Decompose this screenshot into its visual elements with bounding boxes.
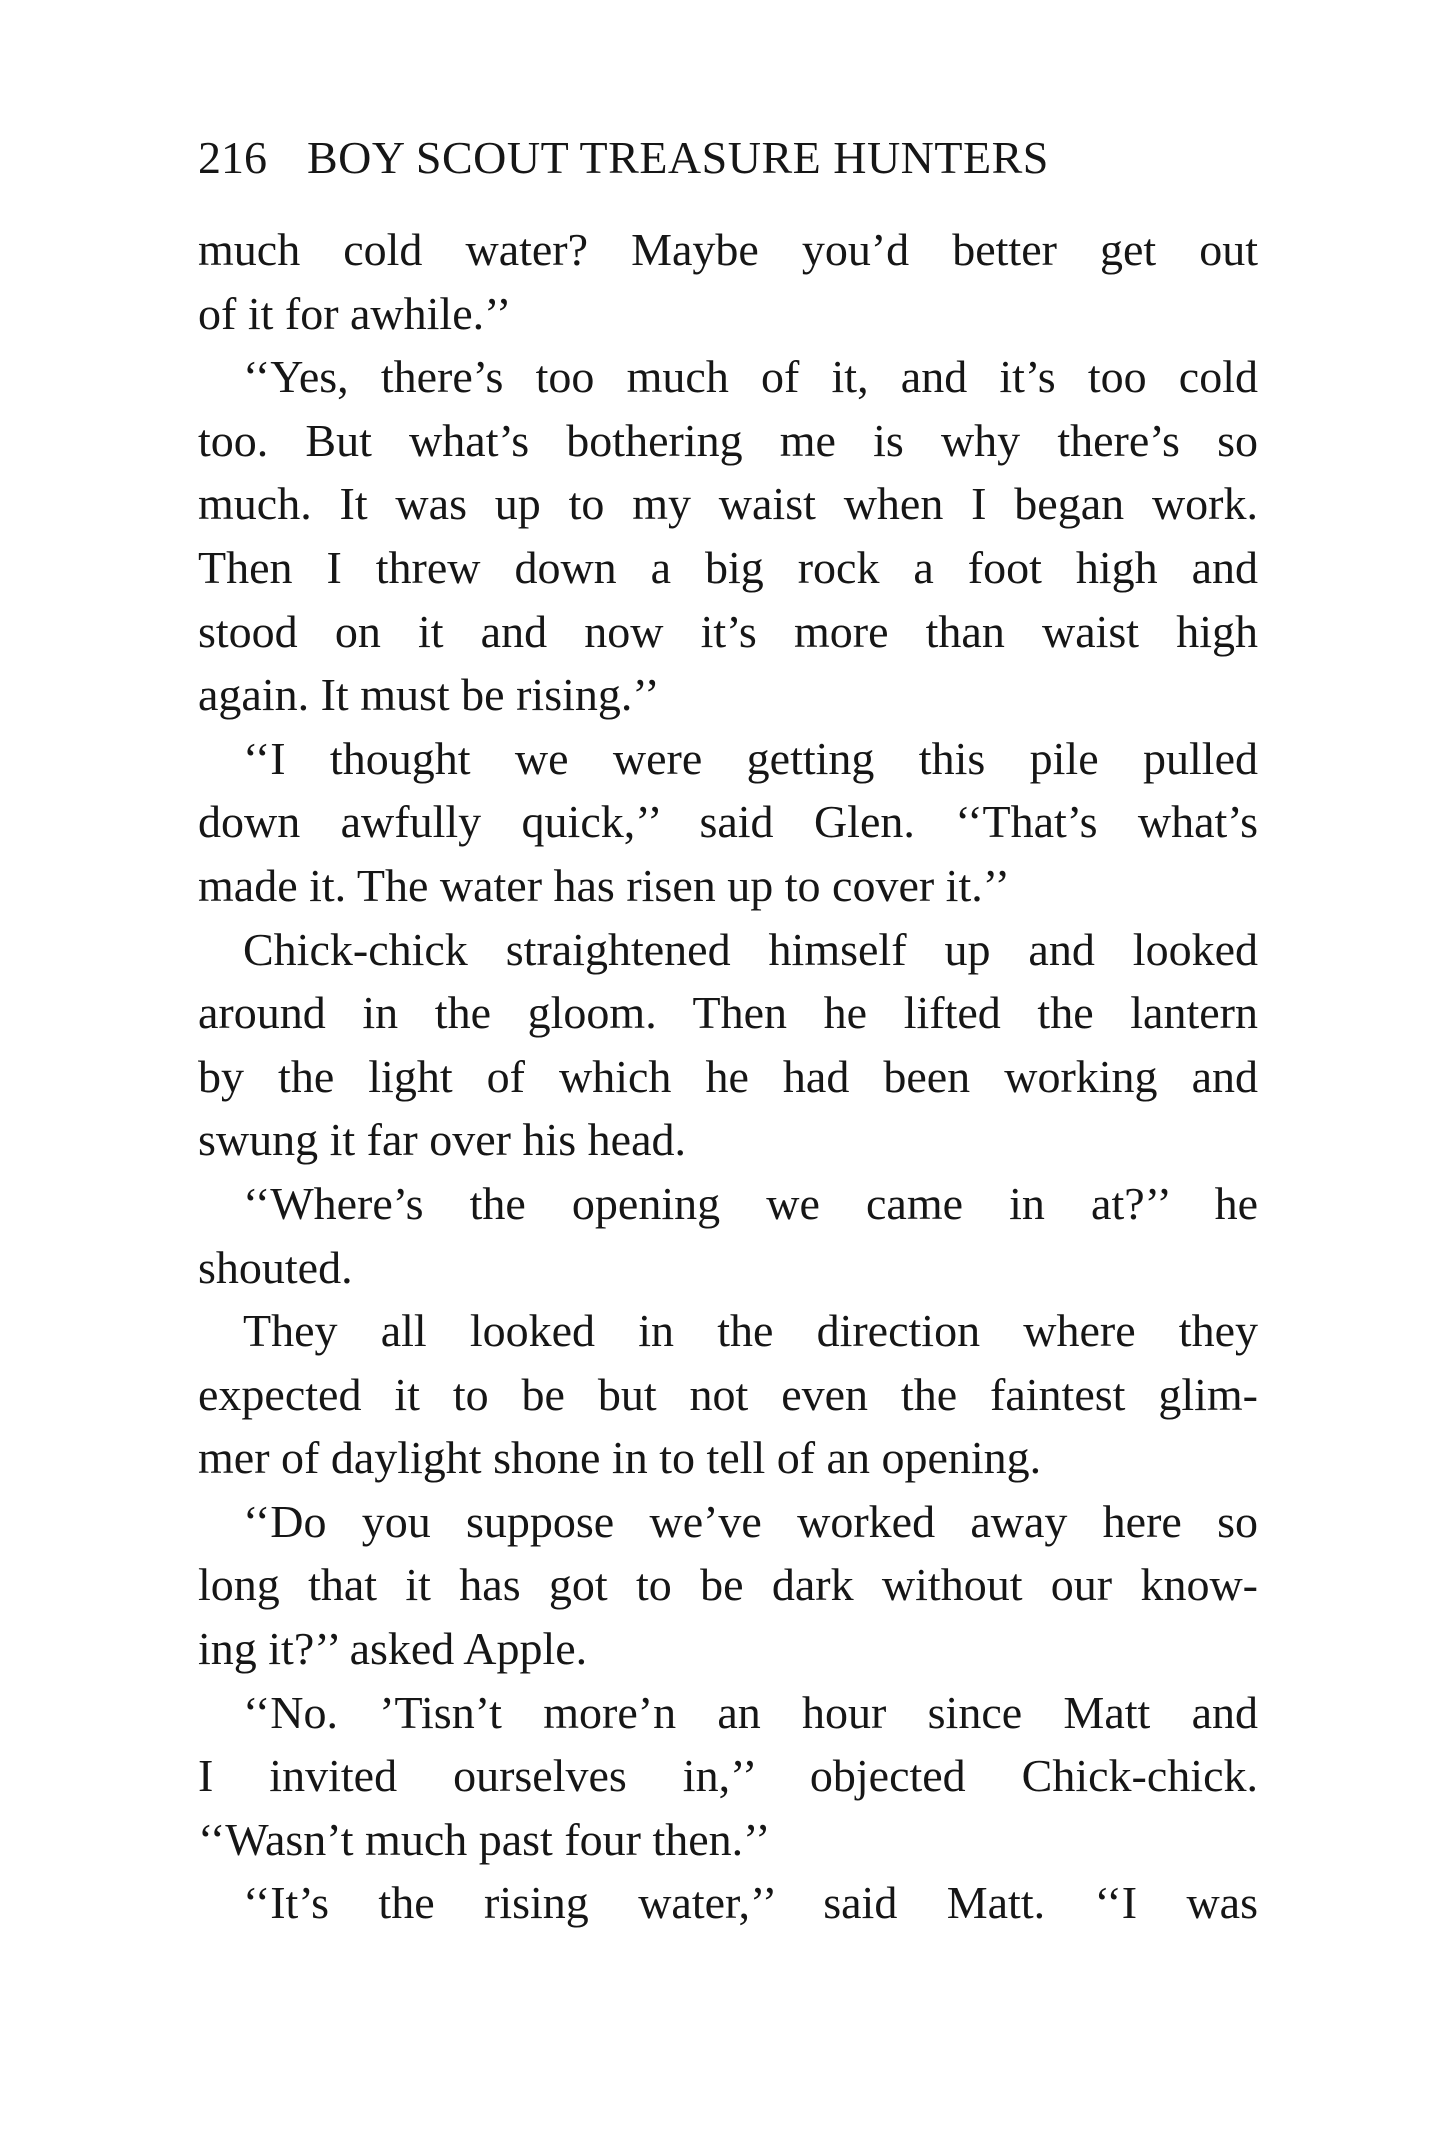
text-line: ‘‘No. ’Tisn’t more’n an hour since Matt and (243, 1686, 1258, 1738)
text-line: mer of daylight shone in to tell of an opening. (198, 1432, 1042, 1484)
text-line: ‘‘Do you suppose we’ve worked away here so (243, 1495, 1258, 1547)
text-line: swung it far over his head. (198, 1114, 686, 1166)
text-line: ‘‘I thought we were getting this pile pulled (243, 732, 1258, 784)
text-line: I invited ourselves in,’’ objected Chick-chick. (198, 1750, 1258, 1802)
running-title: BOY SCOUT TREASURE HUNTERS (307, 132, 1049, 183)
text-line: much cold water? Maybe you’d better get out (198, 224, 1258, 275)
body-text (198, 218, 1258, 1935)
text-line: ‘‘Where’s the opening we came in at?’’ he (243, 1177, 1258, 1229)
text-line: Chick-chick straightened himself up and looked (243, 923, 1258, 975)
text-line: by the light of which he had been working and (198, 1050, 1258, 1102)
text-line: ‘‘Yes, there’s too much of it, and it’s too cold (243, 351, 1258, 403)
text-line: down awfully quick,’’ said Glen. ‘‘That’s what’s (198, 796, 1258, 848)
text-line: expected it to be but not even the faintest glim- (198, 1368, 1258, 1420)
text-line: around in the gloom. Then he lifted the lantern (198, 987, 1258, 1039)
page-number: 216 (198, 132, 267, 183)
text-line: They all looked in the direction where they (243, 1305, 1258, 1357)
text-line: stood on it and now it’s more than waist high (198, 605, 1258, 657)
text-line: again. It must be rising.’’ (198, 669, 660, 721)
text-line: ‘‘It’s the rising water,’’ said Matt. ‘‘I was (243, 1877, 1258, 1929)
text-line: long that it has got to be dark without our know- (198, 1559, 1258, 1611)
text-line: Then I threw down a big rock a foot high and (198, 541, 1258, 593)
page-header (198, 128, 1258, 188)
text-line: too. But what’s bothering me is why there’s so (198, 414, 1258, 466)
text-line: made it. The water has risen up to cover it.’’ (198, 859, 1010, 911)
text-line: of it for awhile.’’ (198, 287, 512, 339)
text-line: ing it?’’ asked Apple. (198, 1623, 588, 1675)
text-line: much. It was up to my waist when I began work. (198, 478, 1258, 530)
text-line: shouted. (198, 1241, 353, 1293)
text-line: ‘‘Wasn’t much past four then.’’ (198, 1813, 771, 1865)
